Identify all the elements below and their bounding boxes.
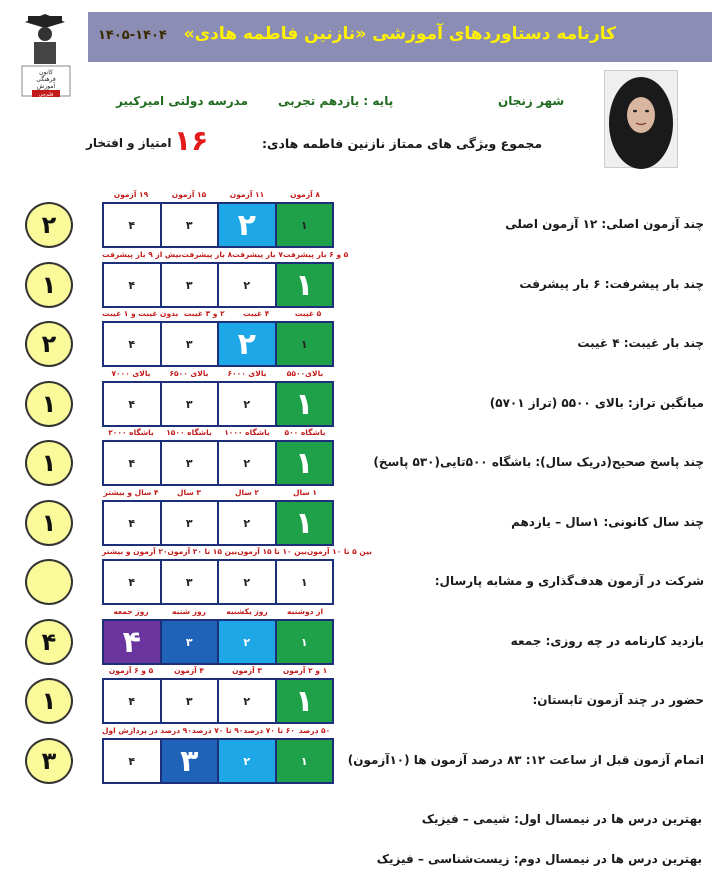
level-cell: ۳ — [162, 561, 218, 603]
level-grid — [102, 440, 334, 486]
cell-caption: روز جمعه — [113, 607, 149, 616]
level-cell: ۱ — [277, 502, 333, 544]
cell-caption: بین ۱۰ تا ۱۵ آزمون — [237, 547, 307, 556]
cell-caption: باشگاه ۱۰۰۰ — [224, 428, 270, 437]
row-captions — [102, 428, 334, 437]
level-cell: ۲ — [219, 442, 275, 484]
row-label: چند پاسخ صحیح(دریک سال): باشگاه ۵۰۰تایی(۵۳۰ پاسخ) — [373, 455, 704, 469]
level-cell: ۲ — [219, 561, 275, 603]
cell-caption: ۸ بار پیشرفت — [181, 250, 233, 259]
level-cell: ۳ — [162, 740, 218, 782]
level-cell: ۲ — [219, 680, 275, 722]
level-cell: ۳ — [162, 264, 218, 306]
level-cell: ۲ — [219, 621, 275, 663]
level-cell: ۴ — [104, 621, 160, 663]
level-cell: ۴ — [104, 264, 160, 306]
cell-caption: ۸ آزمون — [290, 190, 320, 199]
row-points-badge: ۱ — [25, 678, 73, 724]
level-cell: ۲ — [219, 502, 275, 544]
level-cell: ۴ — [104, 323, 160, 365]
level-cell: ۲ — [219, 323, 275, 365]
student-city: شهر زنجان — [498, 94, 565, 108]
level-cell: ۴ — [104, 204, 160, 246]
academic-year: ۱۴۰۵-۱۴۰۴ — [98, 28, 167, 43]
cell-caption: باشگاه ۵۰۰ — [284, 428, 326, 437]
cell-caption: ۹۰ تا ۷۰ درصد — [191, 726, 244, 735]
row-label: میانگین تراز: بالای ۵۵۰۰ (تراز ۵۷۰۱) — [489, 396, 704, 410]
row-captions — [102, 190, 334, 199]
cell-caption: باشگاه ۱۵۰۰ — [166, 428, 212, 437]
level-cell: ۱ — [277, 383, 333, 425]
row-label: چند بار غیبت: ۴ غیبت — [577, 336, 704, 350]
cell-caption: ۲ سال — [235, 488, 259, 497]
level-cell: ۴ — [104, 502, 160, 544]
cell-caption: ۱۹ آزمون — [113, 190, 149, 199]
level-grid — [102, 321, 334, 367]
level-cell: ۱ — [277, 323, 333, 365]
level-cell: ۱ — [277, 740, 333, 782]
level-cell: ۴ — [104, 740, 160, 782]
level-grid — [102, 381, 334, 427]
level-cell: ۱ — [277, 442, 333, 484]
level-cell: ۲ — [219, 740, 275, 782]
cell-caption: ۵ و ۶ بار پیشرفت — [282, 250, 349, 259]
cell-caption: از دوشنبه — [286, 607, 324, 616]
student-school: مدرسه دولتی امیرکبیر — [116, 94, 249, 108]
cell-caption: باشگاه ۲۰۰۰ — [108, 428, 154, 437]
row-label: چند آزمون اصلی: ۱۲ آزمون اصلی — [505, 217, 704, 231]
logo-text-4: قلم‌چی — [38, 92, 54, 98]
cell-caption: بالای ۷۰۰۰ — [111, 369, 151, 378]
report-title: کارنامه دستاوردهای آموزشی «نازنین فاطمه هادی» — [183, 24, 616, 44]
row-points-badge: ۲ — [25, 321, 73, 367]
student-photo — [604, 70, 678, 168]
cell-caption: روز یکشنبه — [226, 607, 268, 616]
level-cell: ۱ — [277, 264, 333, 306]
cell-caption: روز شنبه — [172, 607, 206, 616]
level-cell: ۲ — [219, 264, 275, 306]
level-cell: ۳ — [162, 680, 218, 722]
level-cell: ۱ — [277, 680, 333, 722]
row-captions — [102, 309, 334, 318]
level-cell: ۳ — [162, 442, 218, 484]
title-banner — [88, 12, 712, 62]
cell-caption: ۲ و ۳ غیبت — [183, 309, 225, 318]
cell-caption: بین ۱۵ تا ۲۰ آزمون — [167, 547, 238, 556]
cell-caption: ۳ آزمون — [232, 666, 262, 675]
level-cell: ۱ — [277, 204, 333, 246]
level-cell: ۳ — [162, 204, 218, 246]
level-cell: ۴ — [104, 442, 160, 484]
cell-caption: ۵۰ درصد — [298, 726, 331, 735]
level-grid — [102, 559, 334, 605]
level-cell: ۳ — [162, 502, 218, 544]
row-label: چند سال کانونی: ۱سال – یازدهم — [511, 515, 704, 529]
cell-caption: ۴ آزمون — [174, 666, 204, 675]
level-cell: ۴ — [104, 680, 160, 722]
cell-caption: بالای ۶۵۰۰ — [169, 369, 209, 378]
level-cell: ۲ — [219, 204, 275, 246]
row-points-badge: ۴ — [25, 619, 73, 665]
logo-text-3: آموزش — [36, 83, 56, 90]
row-captions — [102, 369, 334, 378]
level-cell: ۱ — [277, 621, 333, 663]
summary-label: مجموع ویژگی های ممتاز نازنین فاطمه هادی: — [262, 136, 543, 151]
level-cell: ۳ — [162, 383, 218, 425]
cell-caption: بالای ۶۰۰۰ — [227, 369, 267, 378]
cell-caption: ۲۰ آزمون و بیشتر — [102, 547, 168, 556]
cell-caption: ۳ سال — [177, 488, 201, 497]
best-subjects-semester-1: بهترین درس ها در نیمسال اول: شیمی – فیزیک — [421, 812, 702, 826]
row-captions — [102, 488, 334, 497]
cell-caption: ۵ غیبت — [294, 309, 322, 318]
level-grid — [102, 738, 334, 784]
row-points-badge: ۱ — [25, 440, 73, 486]
level-grid — [102, 678, 334, 724]
score-label: امتیاز و افتخار — [86, 136, 172, 150]
cell-caption: ۷ بار پیشرفت — [232, 250, 283, 259]
row-points-badge: ۱ — [25, 500, 73, 546]
cell-caption: ۹۰ درصد در پردازش اول — [102, 726, 192, 735]
logo-text-2: فرهنگی — [36, 76, 56, 83]
row-points-badge: ۱ — [25, 381, 73, 427]
student-grade: پایه : یازدهم تجربی — [278, 94, 394, 108]
level-cell: ۴ — [104, 383, 160, 425]
cell-caption: بالای۵۵۰۰ — [286, 369, 324, 378]
level-grid — [102, 500, 334, 546]
level-cell: ۱ — [277, 561, 333, 603]
row-label: حضور در چند آزمون تابستان: — [532, 693, 704, 707]
institute-logo — [20, 14, 72, 98]
row-points-badge: ۱ — [25, 262, 73, 308]
cell-caption: ۱۱ آزمون — [229, 190, 265, 199]
row-label: بازدید کارنامه در چه روزی: جمعه — [510, 634, 704, 648]
cell-caption: ۴ غیبت — [242, 309, 270, 318]
logo-text-1: کانون — [39, 69, 53, 76]
row-captions — [102, 726, 334, 735]
cell-caption: ۴ سال و بیشتر — [103, 488, 159, 497]
level-cell: ۳ — [162, 621, 218, 663]
cell-caption: ۱۵ آزمون — [171, 190, 207, 199]
level-cell: ۴ — [104, 561, 160, 603]
cell-caption: ۱ و ۲ آزمون — [282, 666, 328, 675]
level-grid — [102, 619, 334, 665]
cell-caption: بیش از ۹ بار پیشرفت — [102, 250, 182, 259]
row-label: شرکت در آزمون هدف‌گذاری و مشابه پارسال: — [434, 574, 704, 588]
row-label: چند بار پیشرفت: ۶ بار پیشرفت — [519, 277, 704, 291]
best-subjects-semester-2: بهترین درس ها در نیمسال دوم: زیست‌شناسی – فیزیک — [376, 852, 702, 866]
level-cell: ۲ — [219, 383, 275, 425]
row-label: اتمام آزمون قبل از ساعت ۱۲: ۸۳ درصد آزمون ها (۱۰آزمون) — [347, 753, 704, 767]
level-grid — [102, 202, 334, 248]
cell-caption: ۱ سال — [293, 488, 317, 497]
cell-caption: ۶۰ تا ۷۰ درصد — [243, 726, 295, 735]
row-captions — [102, 547, 372, 556]
cell-caption: بدون غیبت و ۱ غیبت — [102, 309, 179, 318]
cell-caption: ۵ و ۶ آزمون — [108, 666, 154, 675]
level-grid — [102, 262, 334, 308]
row-points-badge: ۲ — [25, 202, 73, 248]
row-captions — [102, 250, 349, 259]
row-captions — [102, 607, 334, 616]
row-points-badge: ۳ — [25, 738, 73, 784]
row-captions — [102, 666, 334, 675]
total-score: ۱۶ — [174, 124, 209, 157]
level-cell: ۳ — [162, 323, 218, 365]
row-points-badge — [25, 559, 73, 605]
cell-caption: بین ۵ تا ۱۰ آزمون — [306, 547, 372, 556]
